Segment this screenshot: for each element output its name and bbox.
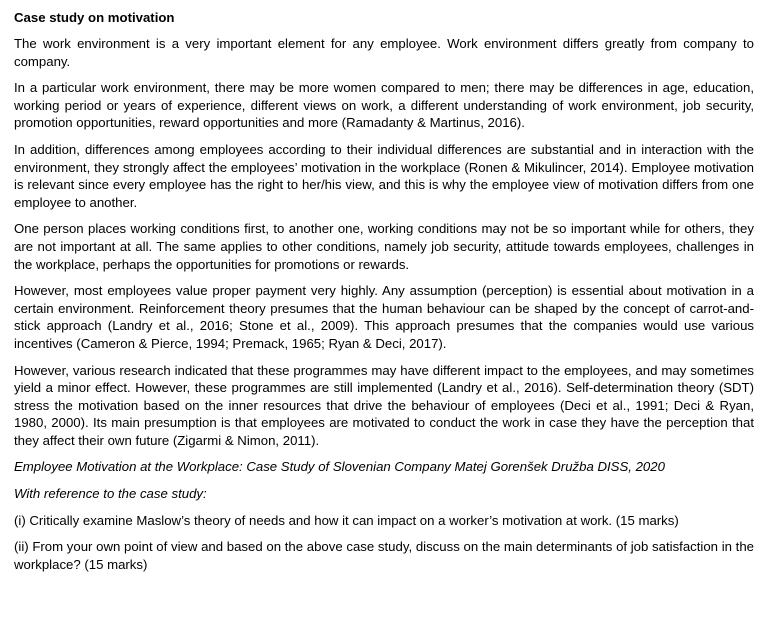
source-citation: Employee Motivation at the Workplace: Case Study of Slovenian Company Matej Gorenšek Družba DISS, 2020 — [14, 459, 665, 475]
paragraph-working-conditions: One person places working conditions first, to another one, working conditions may not be so important while for others, they are not important at all. The same applies to other conditions, namely job security, attitude towards employees, challenges in the workplace, perhaps the opportunities for promotions or rewards. — [14, 221, 754, 272]
paragraph-individual-differences: In addition, differences among employees according to their individual differences are substantial and in interaction with the environment, they strongly affect the employees’ motivation in the workplace (Ronen & Mikulincer, 2014). Employee motivation is relevant since every employee has the right to her/his view, and this is why the employee view of motivation differs from one employee to another. — [14, 141, 754, 210]
question-1: (i) Critically examine Maslow’s theory of needs and how it can impact on a worker’s motivation at work. (15 marks) — [14, 512, 679, 528]
paragraph-work-environment: The work environment is a very important element for any employee. Work environment differs greatly from company to company. — [14, 36, 754, 69]
paragraph-reinforcement-theory: However, most employees value proper payment very highly. Any assumption (perception) is essential about motivation in a certain environment. Reinforcement theory presumes that the human behaviour can be shaped by the concept of carrot-and-stick approach (Landry et al., 2016; Stone et al., 2009). This approach presumes that the companies would use various incentives (Cameron & Pierce, 1994; Premack, 1965; Ryan & Deci, 2017). — [14, 283, 754, 351]
instruction-text: With reference to the case study: — [14, 486, 207, 502]
document-title: Case study on motivation — [14, 10, 175, 25]
paragraph-differences: In a particular work environment, there may be more women compared to men; there may be differences in age, education, working period or years of experience, different views on work, a different understanding of work environment, job security, promotion opportunities, reward opportunities and more (Ramadanty & Martinus, 2016). — [14, 80, 754, 131]
question-2: (ii) From your own point of view and based on the above case study, discuss on the main determinants of job satisfaction in the workplace? (15 marks) — [14, 539, 754, 572]
paragraph-self-determination: However, various research indicated that these programmes may have different impact to the employees, and may sometimes yield a minor effect. However, these programmes are still implemented (Landry et al., 2016). Self-determination theory (SDT) stress the motivation based on the inner resources that drive the behaviour of employees (Deci et al., 1991; Deci & Ryan, 1980, 2000). Its main presumption is that employees are motivated to conduct the work in case they have the perception that they affect their own future (Zigarmi & Nimon, 2011). — [14, 362, 754, 448]
